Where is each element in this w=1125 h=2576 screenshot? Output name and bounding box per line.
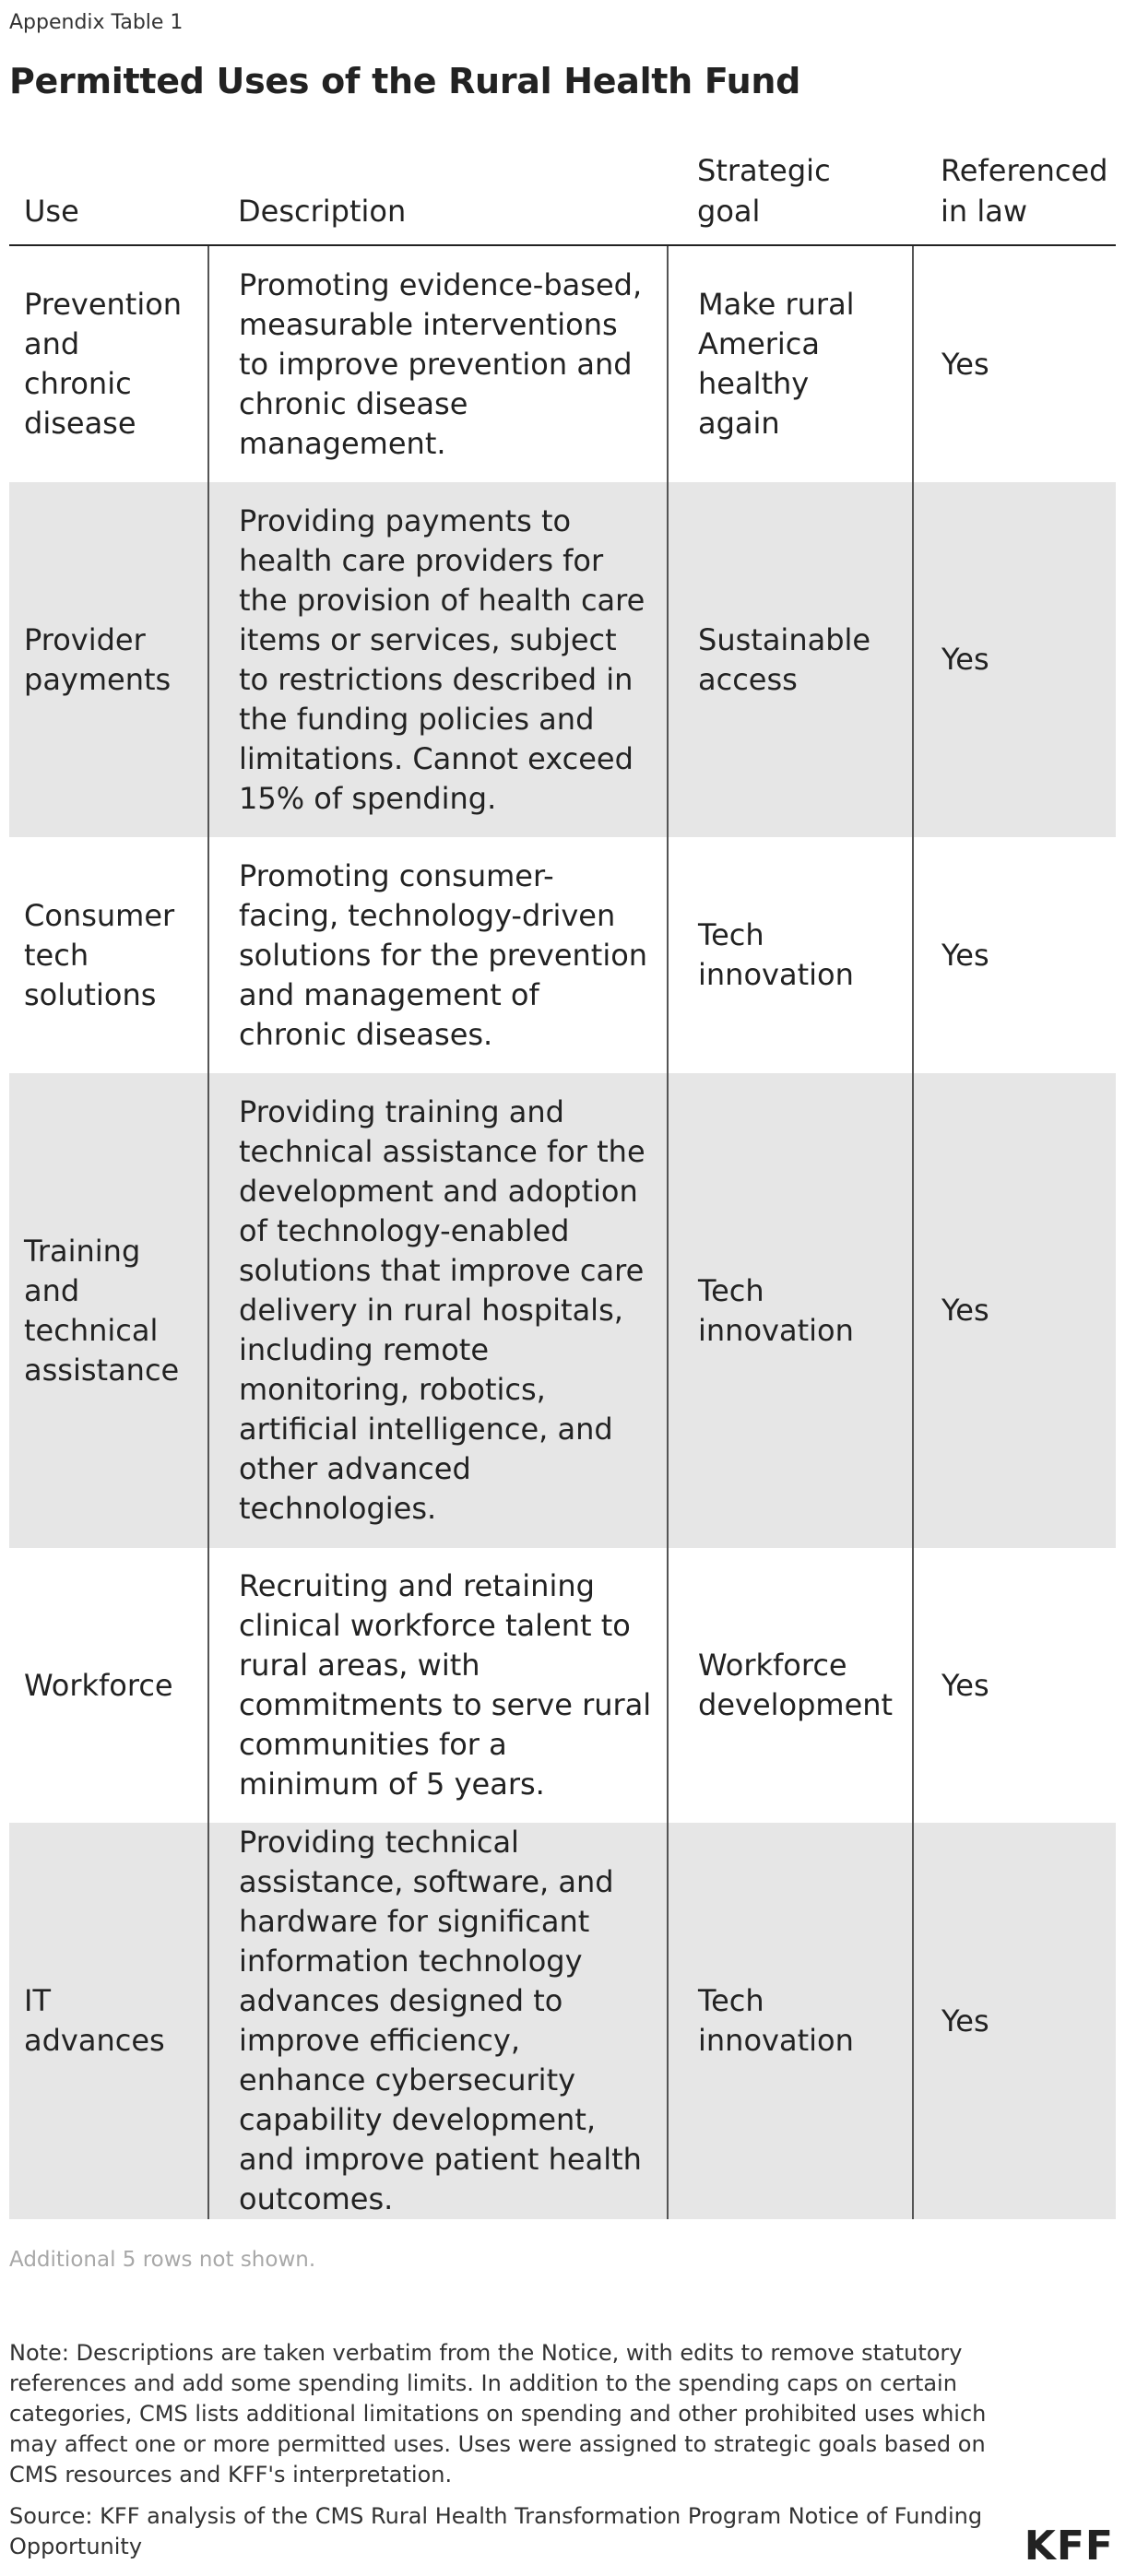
cell-use: Training and technical assistance xyxy=(9,1073,208,1548)
cell-referenced-in-law: Yes xyxy=(913,245,1116,482)
column-header-strategic-goal: Strategic goal xyxy=(668,144,913,245)
cell-strategic-goal: Sustainable access xyxy=(668,482,913,837)
permitted-uses-table xyxy=(9,144,1116,2219)
table-row xyxy=(9,837,1116,1073)
column-header-referenced-in-law: Referenced in law xyxy=(913,144,1116,245)
cell-description: Promoting evidence-based, measurable interventions to improve prevention and chronic disease management. xyxy=(208,245,668,482)
cell-strategic-goal: Make rural America healthy again xyxy=(668,245,913,482)
cell-strategic-goal: Tech innovation xyxy=(668,1073,913,1548)
cell-use: Consumer tech solutions xyxy=(24,897,175,1012)
column-header-description: Description xyxy=(208,144,668,245)
table-row xyxy=(9,482,1116,837)
table-note: Note: Descriptions are taken verbatim from the Notice, with edits to remove statutory references and add some spending limits. In addition to the spending caps on certain categories, CMS lists additional limitations on spending and other prohibited uses which may affect one or more permitted uses. Uses were assigned to strategic goals based on CMS resources and KFF's interpretation. xyxy=(9,2340,987,2487)
cell-referenced-in-law: Yes xyxy=(913,837,1116,1073)
cell-use: IT advances xyxy=(9,1823,208,2219)
cell-strategic-goal: Tech innovation xyxy=(668,1823,913,2219)
table-header-row xyxy=(9,144,1116,245)
cell-use: Provider payments xyxy=(9,482,208,837)
column-header-use: Use xyxy=(9,144,208,245)
table-row xyxy=(9,1073,1116,1548)
rows-not-shown-note: Additional 5 rows not shown. xyxy=(9,2248,316,2272)
cell-description: Providing technical assistance, software, and hardware for significant information technology advances designed to improve efficiency, enhance cybersecurity capability development, and improve patient health outcomes. xyxy=(208,1823,668,2219)
cell-use: Prevention and chronic disease xyxy=(24,287,183,441)
table-row xyxy=(9,245,1116,482)
cell-description: Promoting consumer-facing, technology-driven solutions for the prevention and management of chronic diseases. xyxy=(208,837,668,1073)
kff-logo: KFF xyxy=(1024,2523,1114,2570)
cell-strategic-goal: Workforce development xyxy=(668,1548,913,1823)
page-title: Permitted Uses of the Rural Health Fund xyxy=(9,61,801,101)
table-row xyxy=(9,1548,1116,1823)
cell-referenced-in-law: Yes xyxy=(913,1073,1116,1548)
cell-description: Providing payments to health care providers for the provision of health care items or services, subject to restrictions described in the funding policies and limitations. Cannot exceed 15% of spending. xyxy=(208,482,668,837)
cell-referenced-in-law: Yes xyxy=(913,482,1116,837)
cell-strategic-goal: Tech innovation xyxy=(668,837,913,1073)
table-row xyxy=(9,1823,1116,2219)
cell-referenced-in-law: Yes xyxy=(913,1548,1116,1823)
cell-referenced-in-law: Yes xyxy=(913,1823,1116,2219)
cell-description: Recruiting and retaining clinical workforce talent to rural areas, with commitments to serve rural communities for a minimum of 5 years. xyxy=(208,1548,668,1823)
cell-use: Workforce xyxy=(24,1667,173,1703)
cell-description: Providing training and technical assistance for the development and adoption of technology-enabled solutions that improve care delivery in rural hospitals, including remote monitoring, robotics, artificial intelligence, and other advanced technologies. xyxy=(208,1073,668,1548)
table-source: Source: KFF analysis of the CMS Rural Health Transformation Program Notice of Funding Opportunity xyxy=(9,2503,983,2559)
table-kicker: Appendix Table 1 xyxy=(9,11,184,34)
